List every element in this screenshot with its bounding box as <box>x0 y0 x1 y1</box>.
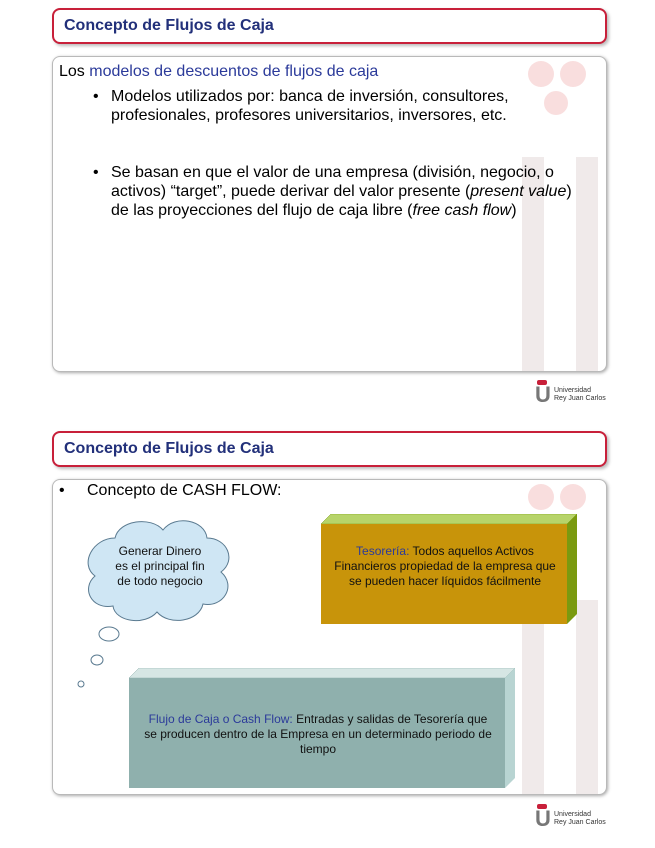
bullet-2-text-a: Se basan en que el valor de una empresa (división, negocio, o activos) “target”, puede derivar del valor presente ( <box>111 164 554 200</box>
thought-bubble <box>91 655 103 665</box>
logo-line-2: Rey Juan Carlos <box>554 819 606 826</box>
university-logo <box>535 806 615 832</box>
logo-line-1: Universidad <box>554 811 591 818</box>
bullet-2-text-e: ) <box>511 202 517 219</box>
slide-1-title: Concepto de Flujos de Caja <box>64 17 274 34</box>
logo-text <box>554 811 606 827</box>
slide-2-bullet: • Concepto de CASH FLOW: <box>59 482 282 499</box>
bullet-2-text-b: present value <box>470 183 567 200</box>
lead-prefix: Los <box>59 63 90 80</box>
thought-bubble <box>99 627 119 641</box>
tesoreria-description: Todos aquellos Activos Financieros propiedad de la empresa que se pueden hacer líquidos fácilmente <box>334 544 556 588</box>
flujo-label: Flujo de Caja o Cash Flow: <box>148 712 293 726</box>
cloud-text: Generar Dinero es el principal fin de todo negocio <box>115 544 205 588</box>
logo-u-icon: U <box>535 382 551 407</box>
tesoreria-text <box>331 544 559 589</box>
logo-u-icon: U <box>535 806 551 831</box>
bullet-2-text-d: free cash flow <box>412 202 512 219</box>
slide-2-title-bar <box>52 431 607 467</box>
flujo-text <box>143 712 493 757</box>
thought-bubble <box>78 681 84 687</box>
flujo-description: Entradas y salidas de Tesorería que se producen dentro de la Empresa en un determinado periodo de tiempo <box>144 712 492 756</box>
slide-2-title: Concepto de Flujos de Caja <box>64 440 274 457</box>
bullet-2-text-c: ) de las proyecciones del flujo de caja libre ( <box>111 183 572 219</box>
bullet-text: Concepto de CASH FLOW: <box>87 482 282 499</box>
lead-highlight: modelos de descuentos de flujos de caja <box>89 63 379 80</box>
logo-line-2: Rey Juan Carlos <box>554 395 606 402</box>
tesoreria-label: Tesorería: <box>356 544 410 558</box>
logo-line-1: Universidad <box>554 387 591 394</box>
bullet-1-text: Modelos utilizados por: banca de inversión, consultores, profesionales, profesores universitarios, inversores, etc. <box>111 88 509 124</box>
slide-2-content <box>52 479 607 795</box>
